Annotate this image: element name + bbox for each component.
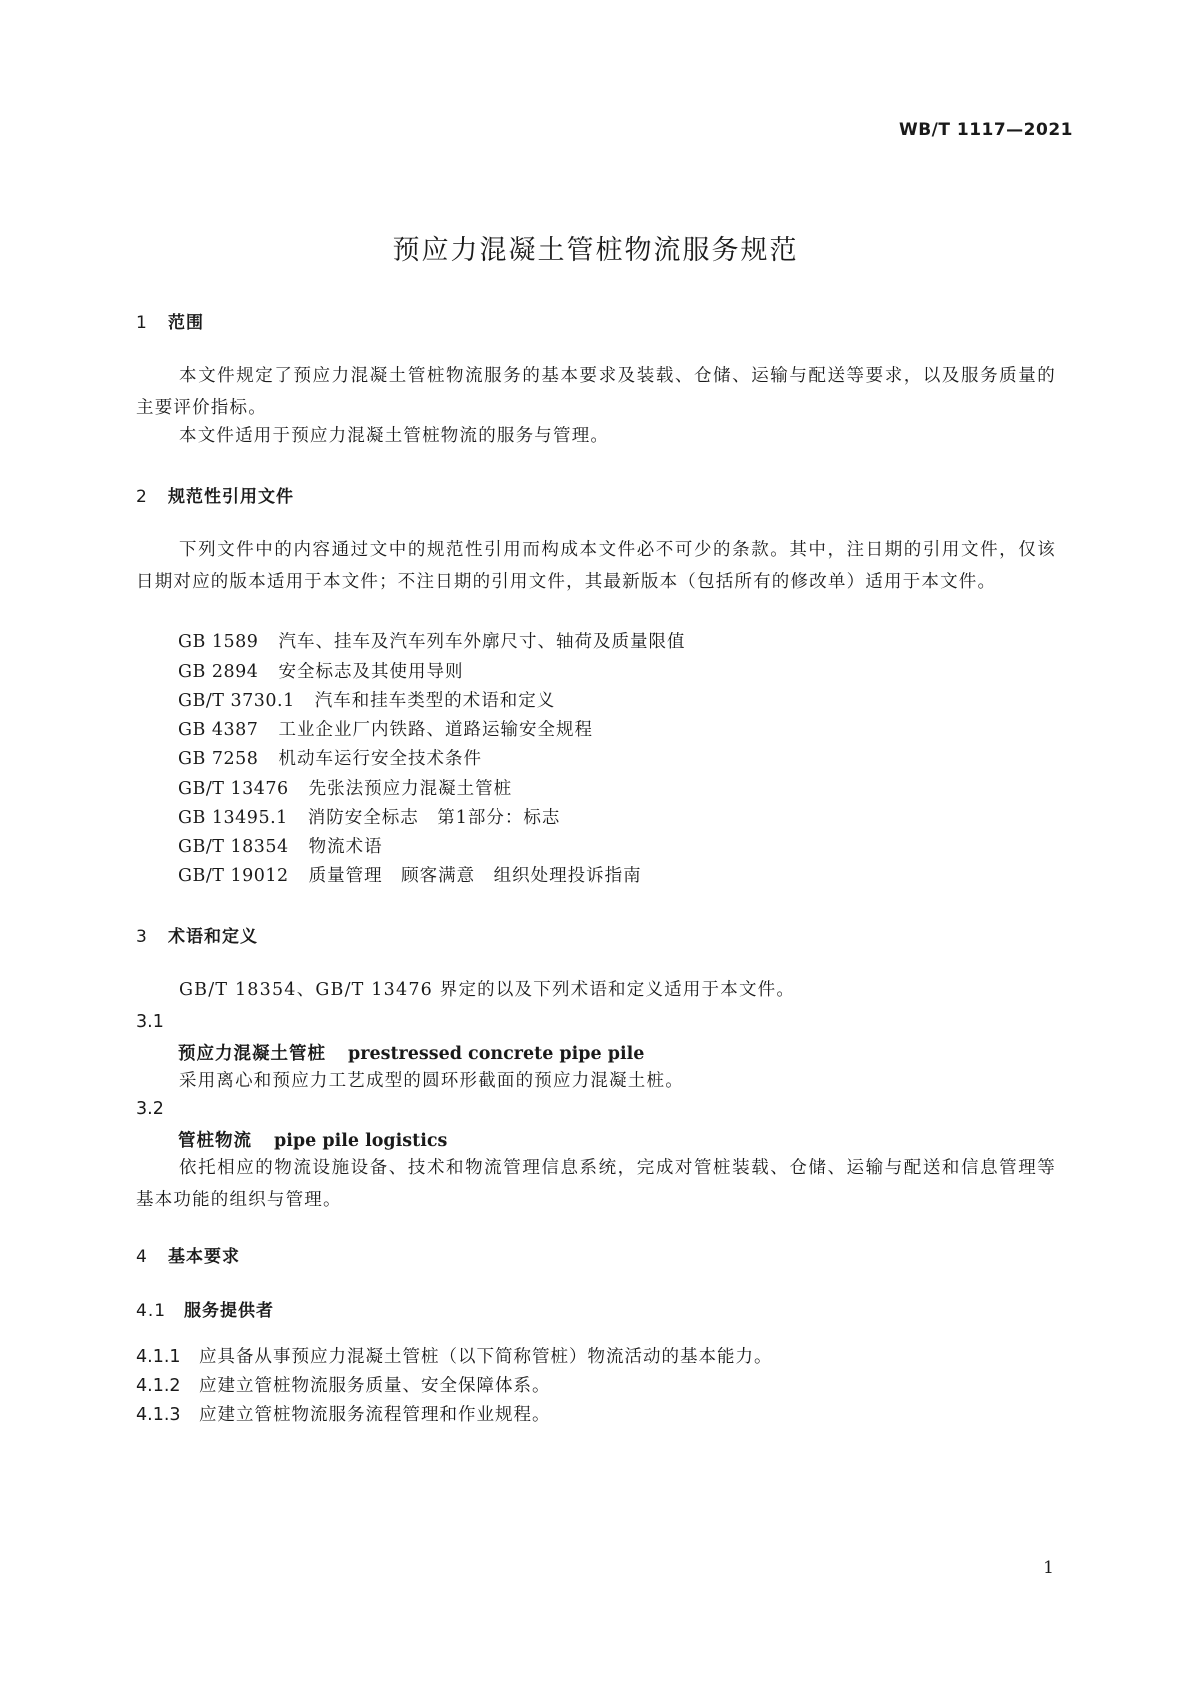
section-1-heading <box>136 308 204 333</box>
section-2-paragraph-1: 下列文件中的内容通过文中的规范性引用而构成本文件必不可少的条款。其中，注日期的引用文件，仅该日期对应的版本适用于本文件；不注日期的引用文件，其最新版本（包括所有的修改单）适用于本文件。 <box>136 540 1056 592</box>
reference-item <box>178 775 512 800</box>
reference-code: GB/T 13476 <box>178 779 289 799</box>
term-english: prestressed concrete pipe pile <box>348 1044 645 1064</box>
section-4-heading <box>136 1242 240 1267</box>
reference-title: 先张法预应力混凝土管桩 <box>308 779 513 799</box>
clause-number: 4.1.2 <box>136 1376 181 1396</box>
reference-item <box>178 716 593 741</box>
clause-text: 应建立管桩物流服务流程管理和作业规程。 <box>199 1405 551 1425</box>
term-chinese: 管桩物流 <box>178 1131 252 1151</box>
section-2-heading <box>136 482 294 507</box>
reference-title: 安全标志及其使用导则 <box>278 662 464 682</box>
reference-item <box>178 745 482 770</box>
term-heading <box>178 1040 644 1065</box>
reference-item <box>178 804 560 829</box>
reference-item <box>178 687 555 712</box>
reference-code: GB 1589 <box>178 632 259 652</box>
clause-text: 应建立管桩物流服务质量、安全保障体系。 <box>199 1376 551 1396</box>
subsection-4-1-heading <box>136 1296 274 1321</box>
section-number: 1 <box>136 313 148 333</box>
standard-code: WB/T 1117—2021 <box>898 120 1073 140</box>
subsection-number: 4.1 <box>136 1301 167 1321</box>
reference-title: 质量管理 顾客满意 组织处理投诉指南 <box>308 866 642 886</box>
clause-number: 4.1.1 <box>136 1347 181 1367</box>
section-title: 范围 <box>168 313 204 333</box>
reference-title: 汽车、挂车及汽车列车外廓尺寸、轴荷及质量限值 <box>278 632 686 652</box>
reference-item <box>178 658 463 683</box>
reference-code: GB/T 3730.1 <box>178 691 295 711</box>
reference-title: 汽车和挂车类型的术语和定义 <box>314 691 556 711</box>
reference-title: 工业企业厂内铁路、道路运输安全规程 <box>278 720 593 740</box>
clause-item <box>136 1401 551 1426</box>
term-number: 3.1 <box>136 1012 164 1032</box>
clause-text: 应具备从事预应力混凝土管桩（以下简称管桩）物流活动的基本能力。 <box>199 1347 773 1367</box>
term-definition: 依托相应的物流设施设备、技术和物流管理信息系统，完成对管桩装载、仓储、运输与配送和信息管理等基本功能的组织与管理。 <box>136 1158 1056 1210</box>
reference-title: 机动车运行安全技术条件 <box>278 749 482 769</box>
section-3-paragraph-1: GB/T 18354、GB/T 13476 界定的以及下列术语和定义适用于本文件。 <box>179 980 796 1000</box>
reference-item <box>178 628 685 653</box>
reference-code: GB 2894 <box>178 662 259 682</box>
clause-item <box>136 1343 773 1368</box>
clause-number: 4.1.3 <box>136 1405 181 1425</box>
section-number: 3 <box>136 927 148 947</box>
section-1-paragraph-1: 本文件规定了预应力混凝土管桩物流服务的基本要求及装载、仓储、运输与配送等要求，以及服务质量的主要评价指标。 <box>136 366 1056 418</box>
term-definition: 采用离心和预应力工艺成型的圆环形截面的预应力混凝土桩。 <box>179 1071 684 1091</box>
term-heading <box>178 1127 447 1152</box>
reference-code: GB/T 19012 <box>178 866 289 886</box>
page-number: 1 <box>1043 1558 1054 1578</box>
term-number: 3.2 <box>136 1099 164 1119</box>
section-title: 规范性引用文件 <box>168 487 294 507</box>
subsection-title: 服务提供者 <box>184 1301 274 1321</box>
section-number: 2 <box>136 487 148 507</box>
section-3-heading <box>136 922 258 947</box>
reference-item <box>178 862 642 887</box>
section-title: 基本要求 <box>168 1247 240 1267</box>
reference-item <box>178 833 383 858</box>
term-chinese: 预应力混凝土管桩 <box>178 1044 326 1064</box>
document-title: 预应力混凝土管桩物流服务规范 <box>392 235 799 266</box>
reference-code: GB 13495.1 <box>178 808 288 828</box>
section-title: 术语和定义 <box>168 927 258 947</box>
term-english: pipe pile logistics <box>274 1131 448 1151</box>
reference-code: GB 4387 <box>178 720 259 740</box>
section-number: 4 <box>136 1247 148 1267</box>
section-1-paragraph-2: 本文件适用于预应力混凝土管桩物流的服务与管理。 <box>179 426 610 446</box>
reference-code: GB/T 18354 <box>178 837 289 857</box>
reference-title: 消防安全标志 第1部分：标志 <box>307 808 561 828</box>
reference-code: GB 7258 <box>178 749 259 769</box>
clause-item <box>136 1372 551 1397</box>
reference-title: 物流术语 <box>308 837 383 857</box>
